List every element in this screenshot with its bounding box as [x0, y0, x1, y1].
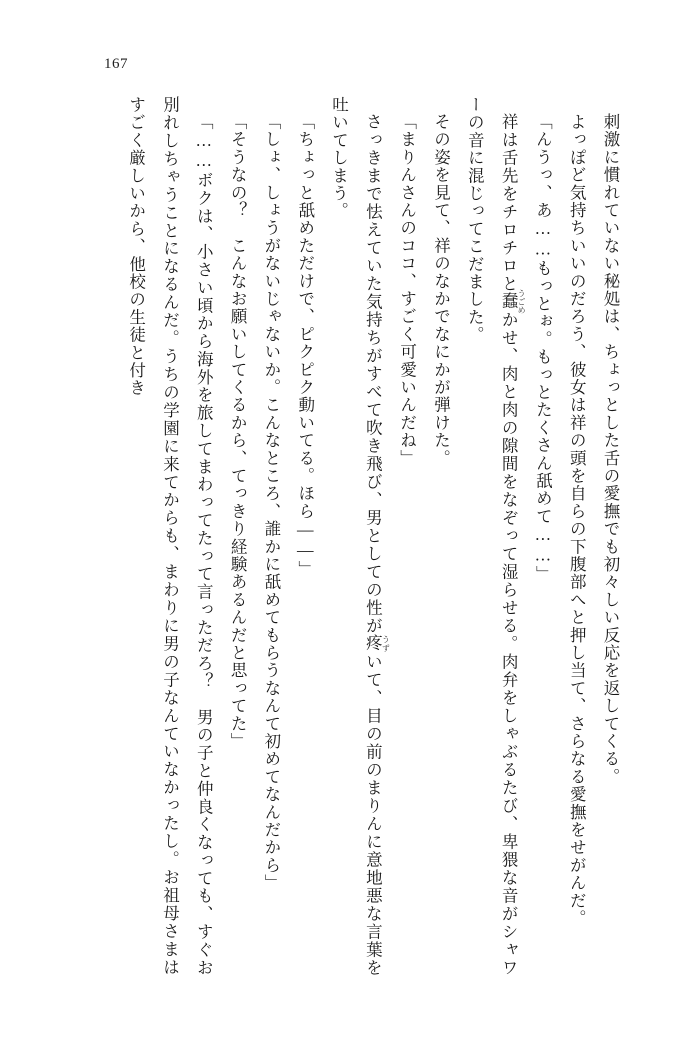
paragraph: 「ちょっと舐めただけで、ピクピク動いてる。ほら――」	[295, 112, 315, 578]
paragraph: 「そうなの？ こんなお願いしてくるから、てっきり経験あるんだと思ってた」	[228, 112, 248, 750]
paragraph: よっぽど気持ちいいのだろう、彼女は祥の頭を自らの下腹部へと押し当て、さらなる愛撫をせがんだ。	[567, 112, 587, 927]
paragraph: さっきまで怯えていた気持ちがすべて吹き飛び、男としての性が疼 うずいて、目の前のまりんに意地悪な言葉を吐いてしまう。	[329, 96, 391, 976]
paragraph: 刺激に慣れていない秘処は、ちょっとした舌の愛撫でも初々しい反応を返してくる。	[601, 112, 620, 786]
paragraph: 「……ボクは、小さい頃から海外を旅してまわってたって言っただろ？ 男の子と仲良くなっても、すぐお別れしちゃうことになるんだ。うちの学園に来てからも、まわりに男の子なんていなかったし。お祖母さまはすごく厳しいから、他校の生徒と付き	[126, 96, 214, 976]
paragraph: 「しょ、しょうがないじゃないか。こんなところ、誰かに舐めてもらうなんて初めてなんだから」	[261, 112, 281, 892]
paragraph: その姿を見て、祥のなかでなにかが弾けた。	[431, 112, 451, 467]
ruby-annotation: 疼 うず	[363, 634, 391, 653]
page-body-text	[67, 96, 627, 976]
paragraph: 「まりんさんのココ、すごく可愛いんだね」	[397, 112, 417, 467]
paragraph: 「んうっ、あ……もっとぉ。もっとたくさん舐めて……」	[533, 112, 553, 583]
paragraph: 祥は舌先をチロチロと蠢 うごめかせ、肉と肉の隙間をなぞって湿らせる。肉弁をしゃぶるたび、卑猥な音がシャワーの音に混じってこだました。	[465, 96, 527, 976]
ruby-annotation: 蠢 うごめ	[499, 288, 527, 315]
page-number: 167	[104, 56, 128, 72]
